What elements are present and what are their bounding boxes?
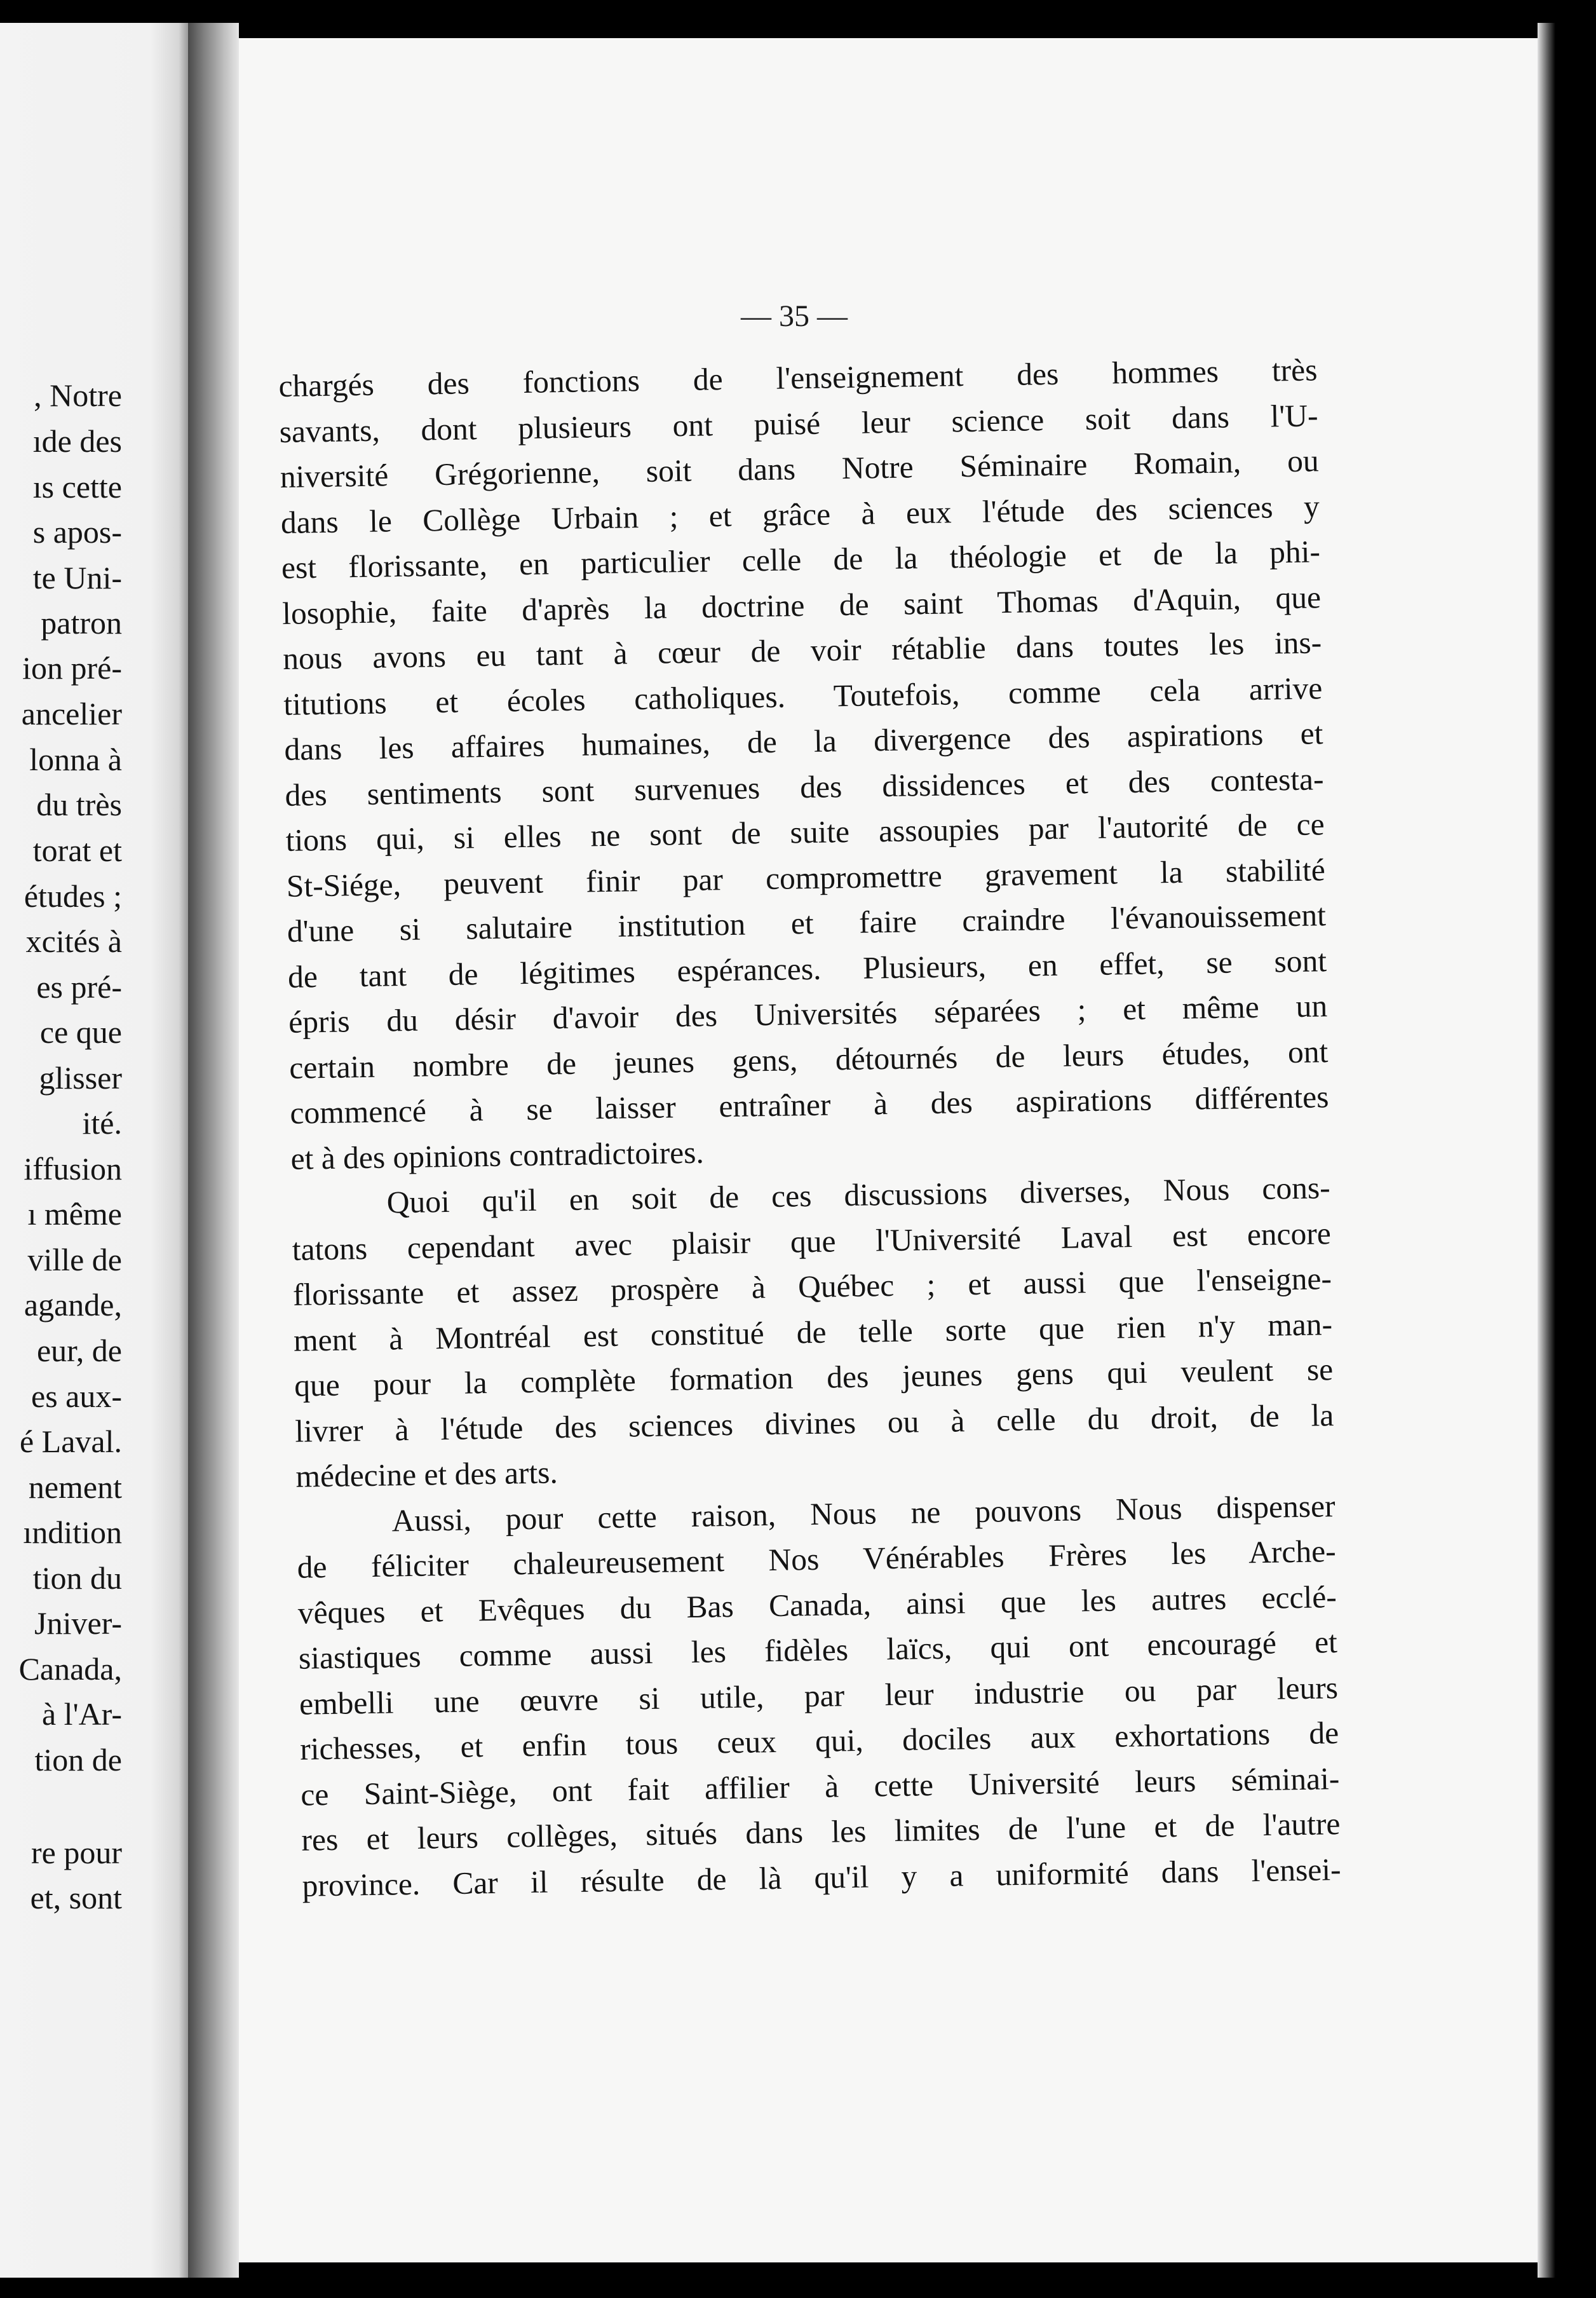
left-page-text-fragment: ville de bbox=[27, 1242, 122, 1277]
left-page-text-fragment: ındition bbox=[23, 1514, 122, 1550]
left-page-text-fragment: xcités à bbox=[25, 923, 122, 959]
left-page-text-fragment: es aux- bbox=[31, 1378, 122, 1414]
text-line: niversité Grégorienne, soit dans Notre Séminaire Romain, ou bbox=[280, 443, 1320, 494]
text-line: de tant de légitimes espérances. Plusieurs, en effet, se sont bbox=[287, 942, 1327, 995]
page-edge-shadow bbox=[1538, 23, 1555, 2278]
text-line: nous avons eu tant à cœur de voir rétablie dans toutes les ins- bbox=[282, 625, 1322, 676]
text-line: que pour la complète formation des jeunes gens qui veulent se bbox=[294, 1352, 1334, 1403]
text-line: siastiques comme aussi les fidèles laïcs, qui ont encouragé et bbox=[298, 1624, 1338, 1676]
text-line: livrer à l'étude des sciences divines ou à celle du droit, de la bbox=[294, 1397, 1334, 1449]
scan-border-top bbox=[0, 0, 1596, 23]
left-page-text-fragment: études ; bbox=[24, 878, 122, 914]
left-page-text-fragment: es pré- bbox=[36, 969, 122, 1005]
text-line: commencé à se laisser entraîner à des aspirations différentes bbox=[290, 1079, 1329, 1131]
text-line: des sentiments sont survenues des dissidences et des contesta- bbox=[285, 761, 1324, 813]
left-page-text-fragment: agande, bbox=[24, 1287, 122, 1322]
text-line: province. Car il résulte de là qu'il y a uniformité dans l'ensei- bbox=[302, 1851, 1341, 1903]
left-page-text-fragment: lonna à bbox=[29, 742, 122, 777]
left-page-text-fragment: glisser bbox=[39, 1060, 122, 1096]
left-page-text-fragment: ıs cette bbox=[32, 469, 122, 505]
text-line: épris du désir d'avoir des Universités séparées ; et même un bbox=[288, 988, 1328, 1040]
text-line: d'une si salutaire institution et faire craindre l'évanouissement bbox=[287, 897, 1327, 949]
text-line: tions qui, si elles ne sont de suite assoupies par l'autorité de ce bbox=[285, 806, 1325, 858]
text-line: florissante et assez prospère à Québec ; et aussi que l'enseigne- bbox=[292, 1261, 1332, 1312]
text-line: titutions et écoles catholiques. Toutefois, comme cela arrive bbox=[283, 670, 1323, 722]
text-line: St-Siége, peuvent finir par compromettre gravement la stabilité bbox=[286, 852, 1326, 904]
text-line: vêques et Evêques du Bas Canada, ainsi que les autres ecclé- bbox=[297, 1579, 1337, 1631]
left-page-text-fragment: patron bbox=[41, 605, 122, 641]
text-line: res et leurs collèges, situés dans les limites de l'une et de l'autre bbox=[301, 1806, 1341, 1858]
text-line: Aussi, pour cette raison, Nous ne pouvons Nous dispenser bbox=[391, 1488, 1336, 1538]
left-page-text-fragment: s apos- bbox=[32, 514, 122, 550]
left-page-text-fragment: re pour bbox=[31, 1835, 122, 1870]
text-line: dans le Collège Urbain ; et grâce à eux l'étude des sciences y bbox=[280, 488, 1320, 540]
left-page-text-fragment: Jniver- bbox=[34, 1605, 122, 1641]
text-line: est florissante, en particulier celle de la théologie et de la phi- bbox=[281, 534, 1321, 585]
text-line: Quoi qu'il en soit de ces discussions diverses, Nous cons- bbox=[386, 1170, 1331, 1220]
text-line: médecine et des arts. bbox=[295, 1455, 558, 1494]
left-page-text-fragment: ité. bbox=[82, 1105, 122, 1141]
scan-border-right bbox=[1555, 0, 1596, 2298]
text-line: dans les affaires humaines, de la divergence des aspirations et bbox=[284, 716, 1323, 767]
left-page-text-fragment: et, sont bbox=[30, 1880, 122, 1915]
left-page-text-fragment: du très bbox=[36, 787, 122, 822]
book-gutter bbox=[188, 23, 239, 2278]
text-line: embelli une œuvre si utile, par leur industrie ou par leurs bbox=[299, 1669, 1339, 1722]
text-line: tatons cependant avec plaisir que l'Université Laval est encore bbox=[292, 1215, 1332, 1267]
left-page-text-fragment: ı même bbox=[27, 1196, 122, 1232]
text-line: richesses, et enfin tous ceux qui, dociles aux exhortations de bbox=[299, 1715, 1339, 1767]
text-line: ce Saint-Siège, ont fait affilier à cette Université leurs séminai- bbox=[300, 1760, 1340, 1812]
left-page-text-fragment: , Notre bbox=[34, 377, 122, 413]
left-page-text-fragment: tion du bbox=[32, 1560, 122, 1596]
scan-border-bottom bbox=[0, 2278, 1596, 2298]
left-page-text-fragment: nement bbox=[28, 1469, 122, 1505]
left-page-text-fragment: tion de bbox=[34, 1742, 122, 1778]
text-line: chargés des fonctions de l'enseignement des hommes très bbox=[278, 352, 1318, 404]
page-number: — 35 — bbox=[741, 299, 848, 333]
left-page-text-fragment: torat et bbox=[32, 833, 122, 868]
left-page-text-fragment: te Uni- bbox=[32, 560, 122, 595]
text-line: savants, dont plusieurs ont puisé leur science soit dans l'U- bbox=[279, 397, 1318, 449]
left-page bbox=[0, 23, 188, 2278]
left-page-text-fragment: ancelier bbox=[21, 696, 122, 731]
text-line: de féliciter chaleureusement Nos Vénérables Frères les Arche- bbox=[297, 1533, 1336, 1585]
left-page-text-fragment: Canada, bbox=[18, 1651, 122, 1687]
left-page-text-fragment: ce que bbox=[39, 1014, 122, 1050]
left-page-text-fragment: ion pré- bbox=[22, 650, 122, 686]
left-page-text-fragment: eur, de bbox=[36, 1333, 122, 1368]
text-line: et à des opinions contradictoires. bbox=[290, 1134, 705, 1176]
left-page-text-fragment: iffusion bbox=[24, 1151, 122, 1186]
left-page-text-fragment: à l'Ar- bbox=[41, 1696, 122, 1732]
left-page-text-fragment: é Laval. bbox=[19, 1424, 122, 1459]
body-text bbox=[278, 347, 1341, 1908]
text-line: ment à Montréal est constitué de telle sorte que rien n'y man- bbox=[293, 1306, 1333, 1358]
text-line: losophie, faite d'après la doctrine de saint Thomas d'Aquin, que bbox=[281, 579, 1322, 631]
text-line: certain nombre de jeunes gens, détournés de leurs études, ont bbox=[288, 1033, 1329, 1085]
left-page-text-fragment: ıde des bbox=[32, 423, 122, 459]
